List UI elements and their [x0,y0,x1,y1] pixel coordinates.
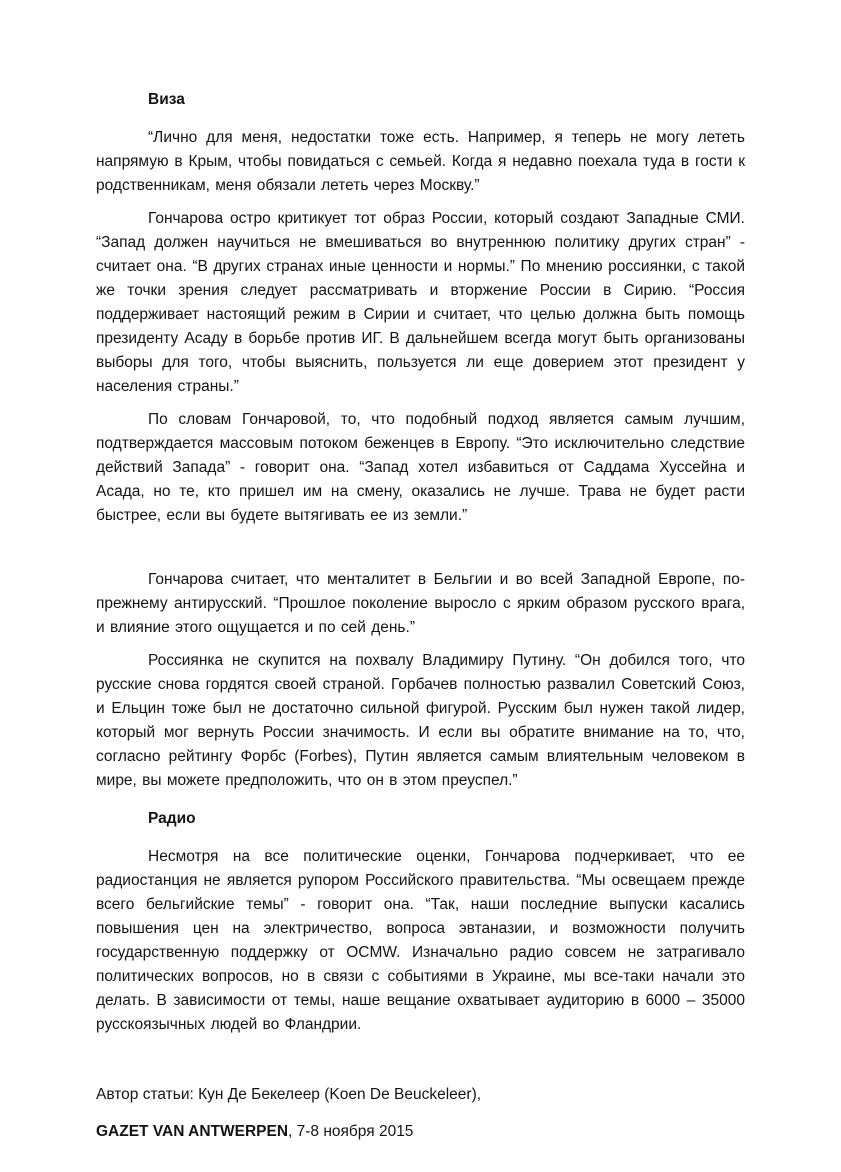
footer-source-line [96,1120,745,1144]
section-heading-radio: Радио [148,810,196,827]
footer-source-date: , 7-8 ноября 2015 [288,1123,414,1140]
footer-author-line: Автор статьи: Кун Де Бекелеер (Koen De Beuckeleer), [96,1086,482,1103]
paragraph-radio-station: Несмотря на все политические оценки, Гончарова подчеркивает, что ее радиостанция не является рупором Российского правительства. “Мы освещаем прежде всего бельгийские темы” - говорит она. “Так, наши последние выпуски касались повышения цен на электричество, вопроса эвтаназии, и возможности получить государственную поддержку от OCMW. Изначально радио совсем не затрагивало политических вопросов, но в связи с событиями в Украине, мы все-таки начали это делать. В зависимости от темы, наше вещание охватывает аудиторию в 6000 – 35000 русскоязычных людей во Фландрии. [96,848,745,1033]
paragraph-putin-praise: Россиянка не скупится на похвалу Владимиру Путину. “Он добился того, что русские снова гордятся своей страной. Горбачев полностью развалил Советский Союз, и Ельцин тоже был не достаточно сильной фигурой. Русским был нужен такой лидер, который мог вернуть России значимость. И если вы обратите внимание на то, что, согласно рейтингу Форбс (Forbes), Путин является самым влиятельным человеком в мире, вы можете предположить, что он в этом преуспел.” [96,652,745,789]
paragraph-visa-quote: “Лично для меня, недостатки тоже есть. Например, я теперь не могу лететь напрямую в Крым, чтобы повидаться с семьей. Когда я недавно поехала туда в гости к родственникам, меня обязали лететь через Москву.” [96,129,745,194]
paragraph-western-media: Гончарова остро критикует тот образ России, который создают Западные СМИ. “Запад должен научиться не вмешиваться во внутреннюю политику других стран” - считает она. “В других странах иные ценности и нормы.” По мнению россиянки, с такой же точки зрения следует рассматривать и вторжение России в Сирию. “Россия поддерживает настоящий режим в Сирии и считает, что целью должна быть помощь президенту Асаду в борьбе против ИГ. В дальнейшем всегда могут быть организованы выборы для того, чтобы выяснить, пользуется ли еще доверием этот президент у населения страны.” [96,210,745,395]
section-heading-visa: Виза [148,91,185,108]
footer-source-name: GAZET VAN ANTWERPEN [96,1123,289,1140]
paragraph-refugees: По словам Гончаровой, то, что подобный подход является самым лучшим, подтверждается массовым потоком беженцев в Европу. “Это исключительно следствие действий Запада” - говорит она. “Запад хотел избавиться от Саддама Хуссейна и Асада, но те, кто пришел им на смену, оказались не лучше. Трава не будет расти быстрее, если вы будете вытягивать ее из земли.” [96,411,745,524]
paragraph-mentality: Гончарова считает, что менталитет в Бельгии и во всей Западной Европе, по-прежнему антирусский. “Прошлое поколение выросло с ярким образом русского врага, и влияние этого ощущается и по сей день.” [96,571,745,636]
